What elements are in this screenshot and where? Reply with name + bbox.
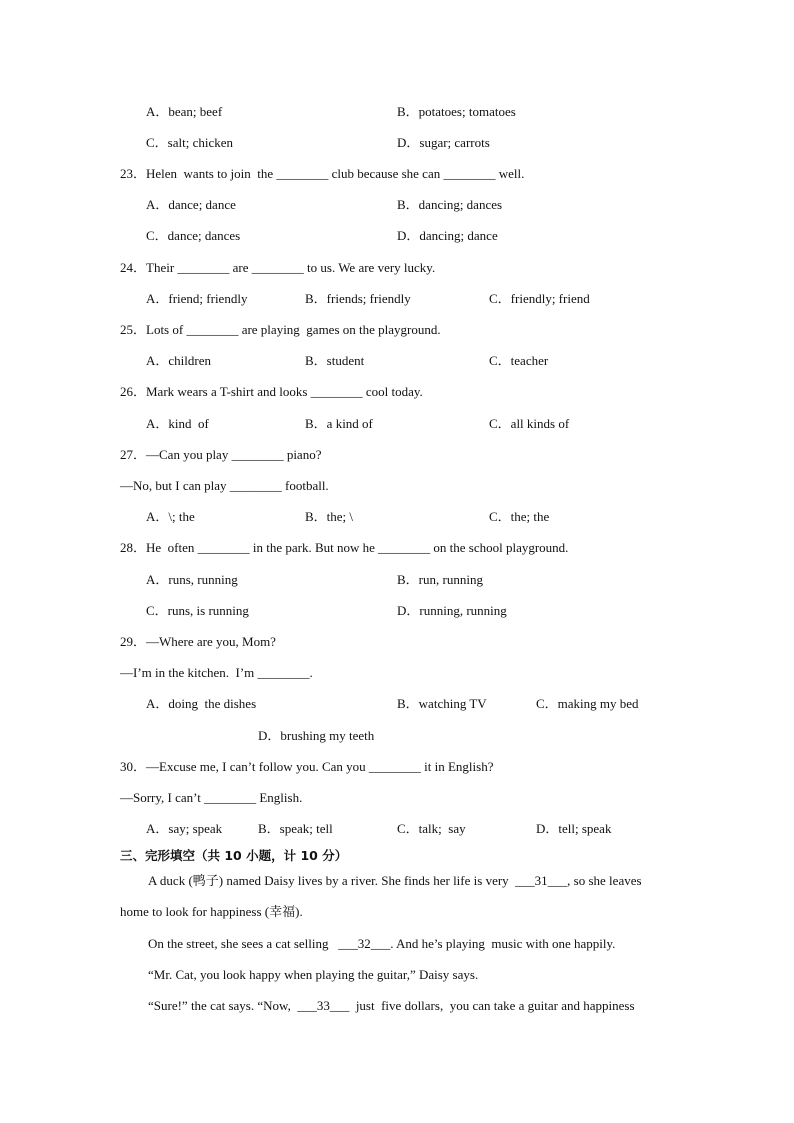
q24-option-c: C．friendly; friend <box>489 291 590 306</box>
q30-option-b: B．speak; tell <box>258 821 333 836</box>
q23-stem: 23．Helen wants to join the ________ club because she can ________ well. <box>120 166 525 181</box>
q27-option-c: C．the; the <box>489 509 550 524</box>
passage-line: “Sure!” the cat says. “Now, ___33___ just five dollars, you can take a guitar and happiness <box>148 998 635 1013</box>
q25-option-b: B．student <box>305 353 365 368</box>
q23-option-d: D．dancing; dance <box>397 228 498 243</box>
q22-option-b: B．potatoes; tomatoes <box>397 104 516 119</box>
q28-option-d: D．running, running <box>397 603 507 618</box>
q23-option-c: C．dance; dances <box>146 228 241 243</box>
q27-option-a: A．\; the <box>146 509 195 524</box>
q27-option-b: B．the; \ <box>305 509 354 524</box>
q27-stem-2: —No, but I can play ________ football. <box>120 478 329 493</box>
q28-option-b: B．run, running <box>397 572 483 587</box>
q30-option-d: D．tell; speak <box>536 821 612 836</box>
q29-option-a: A．doing the dishes <box>146 696 257 711</box>
q28-option-a: A．runs, running <box>146 572 238 587</box>
passage-line: A duck (鸭子) named Daisy lives by a river. She finds her life is very ___31___, so she leaves <box>148 873 642 888</box>
q30-stem-1: 30．—Excuse me, I can’t follow you. Can you ________ it in English? <box>120 759 494 774</box>
q27-stem-1: 27．—Can you play ________ piano? <box>120 447 322 462</box>
q29-option-b: B．watching TV <box>397 696 487 711</box>
q23-option-b: B．dancing; dances <box>397 197 503 212</box>
q26-option-a: A．kind of <box>146 416 209 431</box>
q24-option-b: B．friends; friendly <box>305 291 411 306</box>
q29-option-c: C．making my bed <box>536 696 639 711</box>
q26-option-b: B．a kind of <box>305 416 373 431</box>
q30-option-c: C．talk; say <box>397 821 466 836</box>
passage-line: “Mr. Cat, you look happy when playing the guitar,” Daisy says. <box>148 967 479 982</box>
section-heading: 三、完形填空（共 10 小题，计 10 分） <box>120 848 348 863</box>
q30-stem-2: —Sorry, I can’t ________ English. <box>120 790 303 805</box>
q29-option-d: D．brushing my teeth <box>258 728 375 743</box>
q29-stem-1: 29．—Where are you, Mom? <box>120 634 276 649</box>
q28-stem: 28．He often ________ in the park. But now he ________ on the school playground. <box>120 540 569 555</box>
q22-option-d: D．sugar; carrots <box>397 135 490 150</box>
passage-line: home to look for happiness (幸福). <box>120 904 303 919</box>
q23-option-a: A．dance; dance <box>146 197 236 212</box>
passage-line: On the street, she sees a cat selling ___32___. And he’s playing music with one happily. <box>148 936 616 951</box>
q26-option-c: C．all kinds of <box>489 416 570 431</box>
q26-stem: 26．Mark wears a T-shirt and looks ________ cool today. <box>120 384 423 399</box>
q22-option-a: A．bean; beef <box>146 104 223 119</box>
q30-option-a: A．say; speak <box>146 821 223 836</box>
q24-option-a: A．friend; friendly <box>146 291 248 306</box>
q25-option-a: A．children <box>146 353 211 368</box>
q24-stem: 24．Their ________ are ________ to us. We are very lucky. <box>120 260 436 275</box>
q28-option-c: C．runs, is running <box>146 603 249 618</box>
q22-option-c: C．salt; chicken <box>146 135 234 150</box>
q29-stem-2: —I’m in the kitchen. I’m ________. <box>120 665 313 680</box>
q25-option-c: C．teacher <box>489 353 549 368</box>
q25-stem: 25．Lots of ________ are playing games on the playground. <box>120 322 441 337</box>
